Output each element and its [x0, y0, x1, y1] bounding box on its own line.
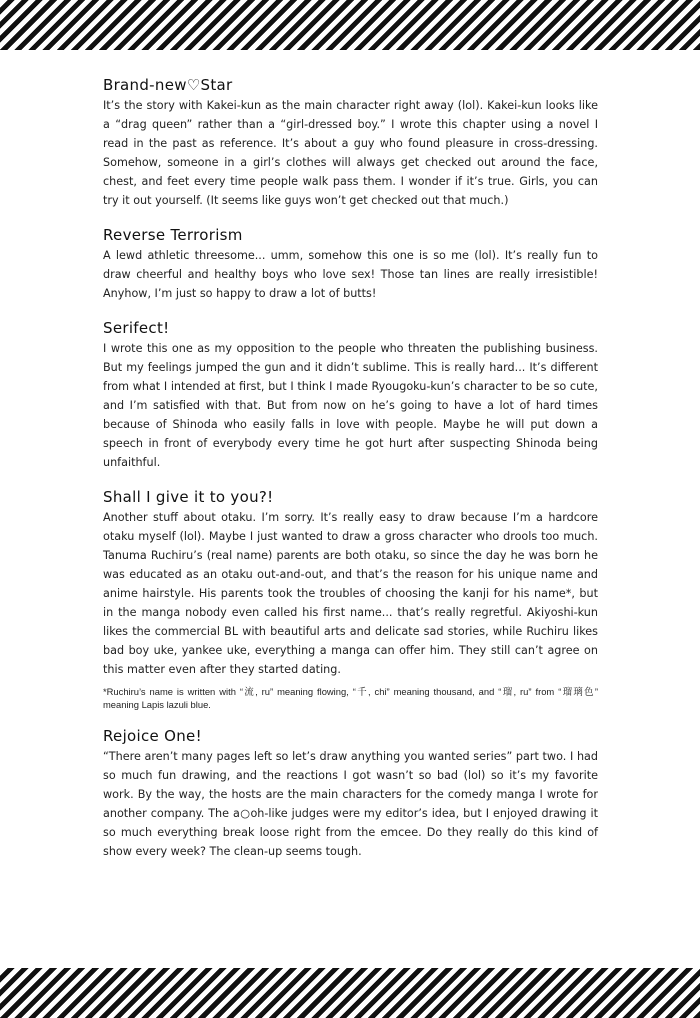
- section-body: A lewd athletic threesome... umm, somehow this one is so me (lol). It’s really fun to draw cheerful and healthy boys who love sex! Those tan lines are really irresistible! Anyhow, I’m just so happy to draw a lot of butts!: [103, 249, 598, 300]
- section-title: Rejoice One!: [103, 727, 202, 745]
- afterword-content: [103, 76, 598, 877]
- section-reverse-terrorism: [103, 226, 598, 303]
- section-brand-new-star: [103, 76, 598, 210]
- section-title: Reverse Terrorism: [103, 226, 243, 244]
- section-body: It’s the story with Kakei-kun as the main character right away (lol). Kakei-kun looks like a “drag queen” rather than a “girl-dressed boy.” I wrote this chapter using a novel I read in the past as reference. It’s about a guy who found pleasure in cross-dressing. Somehow, someone in a girl’s clothes will always get checked out around the face, chest, and feet every time people walk pass them. I wonder if it’s true. Girls, you can try it out yourself. (It seems like guys won’t get checked out that much.): [103, 99, 598, 207]
- section-title: Shall I give it to you?!: [103, 488, 274, 506]
- section-rejoice-one: [103, 727, 598, 861]
- top-stripe-border: [0, 0, 700, 50]
- section-title: Serifect!: [103, 319, 170, 337]
- section-title: Brand-new♡Star: [103, 76, 233, 94]
- section-shall-i-give-it-to-you: [103, 488, 598, 711]
- section-serifect: [103, 319, 598, 472]
- section-body: “There aren’t many pages left so let’s draw anything you wanted series” part two. I had so much fun drawing, and the reactions I got wasn’t so bad (lol) so it’s my favorite work. By the way, the hosts are the main characters for the comedy manga I wrote for another company. The a○oh-like judges were my editor’s idea, but I enjoyed drawing it so much everything break loose right from the emcee. Do they really do this kind of show every week? The clean-up seems tough.: [103, 750, 598, 858]
- bottom-stripe-border: [0, 968, 700, 1018]
- section-body: Another stuff about otaku. I’m sorry. It’s really easy to draw because I’m a hardcore otaku myself (lol). Maybe I just wanted to draw a gross character who drools too much. Tanuma Ruchiru’s (real name) parents are both otaku, so since the day he was born he was educated as an otaku out-and-out, and that’s the reason for his unique name and anime hairstyle. His parents took the troubles of choosing the kanji for his name*, but in the manga nobody even called his first name... that’s really regretful. Akiyoshi-kun likes the commercial BL with beautiful arts and delicate sad stories, while Ruchiru likes bad boy uke, yankee uke, everything a manga can offer him. They still can’t agree on this matter even after they started dating.: [103, 511, 598, 676]
- section-body: I wrote this one as my opposition to the people who threaten the publishing business. But my feelings jumped the gun and it didn’t sublime. This is really hard... It’s different from what I intended at first, but I think I made Ryougoku-kun’s character to be so cute, and I’m satisfied with that. But from now on he’s going to have a lot of hard times because of Shinoda who easily falls in love with people. Maybe he will put down a speech in front of everybody every time he got hurt after suspecting Shinoda being unfaithful.: [103, 342, 598, 469]
- footnote: *Ruchiru’s name is written with “流, ru” meaning flowing, “千, chi” meaning thousand, and “瑠, ru” from “瑠璃色” meaning Lapis lazuli blue.: [103, 686, 598, 710]
